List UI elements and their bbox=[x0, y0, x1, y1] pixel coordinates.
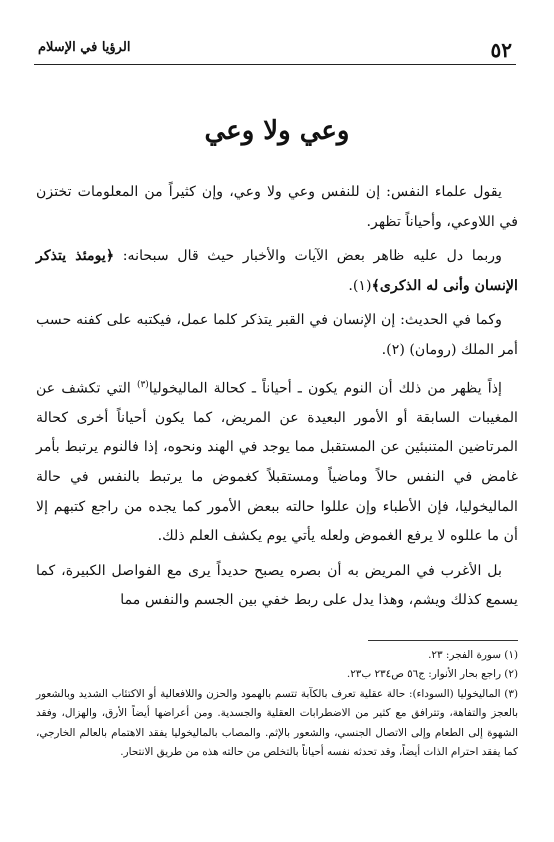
paragraph-3: وكما في الحديث: إن الإنسان في القبر يتذكر كلما عمل، فيكتبه على كفنه حسب أمر الملك (رومان) (٢). bbox=[36, 312, 518, 358]
footnote-ref-1: (١). bbox=[348, 277, 372, 294]
footnote-ref-3: (٣) bbox=[136, 379, 149, 390]
paragraph-4-text-b: التي تكشف عن المغيبات السابقة أو الأمور البعيدة عن المريض، كما يكون أحياناً أخرى كحالة المرتاضين المتنبئين عن المستقبل مما يوجد في الهند ونحوه، إذا فالنوم يرتبط بأمر غامض في النفس حالاً وماضياً ومستقبلاً كغموض ما يرتبط بالنفس في حالة الماليخوليا، فإن الأطباء وإن عللوا حالته ببعض الأمور كما يجده من راجع كتبهم إلا أن ما عللوه لا يرفع الغموض ولعله يأتي يوم يكشف العلم ذلك. bbox=[36, 380, 518, 545]
paragraph-5: بل الأغرب في المريض به أن بصره يصبح حديداً يرى مع الفواصل الكبيرة، كما يسمع كذلك ويشم، وهذا يدل على ربط خفي بين الجسم والنفس مما bbox=[36, 562, 518, 609]
chapter-title: وعي ولا وعي bbox=[204, 116, 350, 146]
paragraph-1: يقول علماء النفس: إن للنفس وعي ولا وعي، وإن كثيراً من المعلومات تختزن في اللاوعي، وأحياناً تظهر. bbox=[36, 184, 518, 230]
page-number: ٥٢ bbox=[490, 38, 512, 62]
footnotes bbox=[36, 646, 518, 762]
footnote-2: (٢) راجع بحار الأنوار: ج٥٦ ص٢٣٤ ب٢٣. bbox=[346, 668, 518, 681]
paragraph-2 bbox=[36, 242, 518, 301]
paragraph-4 bbox=[36, 371, 518, 552]
page-header bbox=[34, 32, 516, 65]
paragraph-2-text: وربما دل عليه ظاهر بعض الآيات والأخبار حيث قال سبحانه: bbox=[114, 248, 502, 265]
footnote-3: (٣) الماليخوليا (السوداء): حالة عقلية تعرف بالكآبة تتسم بالهمود والحزن واللافعالية أو الاكتئاب الشديد وبالشعور بالعجز والتفاهة، وتترافق مع كثير من الاضطرابات العقلية والجسدية. ومن أعراضها أيضاً الأرق، والهزال، وفقد الشهوة إلى الطعام وإلى الاتصال الجنسي، والشعور بالإثم. والمصاب بالماليخوليا يفقد الاهتمام بالعالم الخارجي، كما يفقد احترام الذات أيضاً، وقد تحدثه نفسه أحياناً بالتخلص من حالته هذه من طريق الانتحار. bbox=[36, 687, 518, 759]
paragraph-4-text-a: إذاً يظهر من ذلك أن النوم يكون ـ أحياناً ـ كحالة الماليخوليا bbox=[148, 380, 502, 397]
body-text bbox=[36, 178, 518, 621]
quran-verse: ﴿يومئذ يتذكر الإنسان وأنى له الذكرى﴾ bbox=[36, 248, 518, 294]
running-title: الرؤيا في الإسلام bbox=[38, 40, 131, 55]
footnote-divider bbox=[368, 640, 518, 641]
footnote-1: (١) سورة الفجر: ٢٣. bbox=[428, 649, 518, 661]
